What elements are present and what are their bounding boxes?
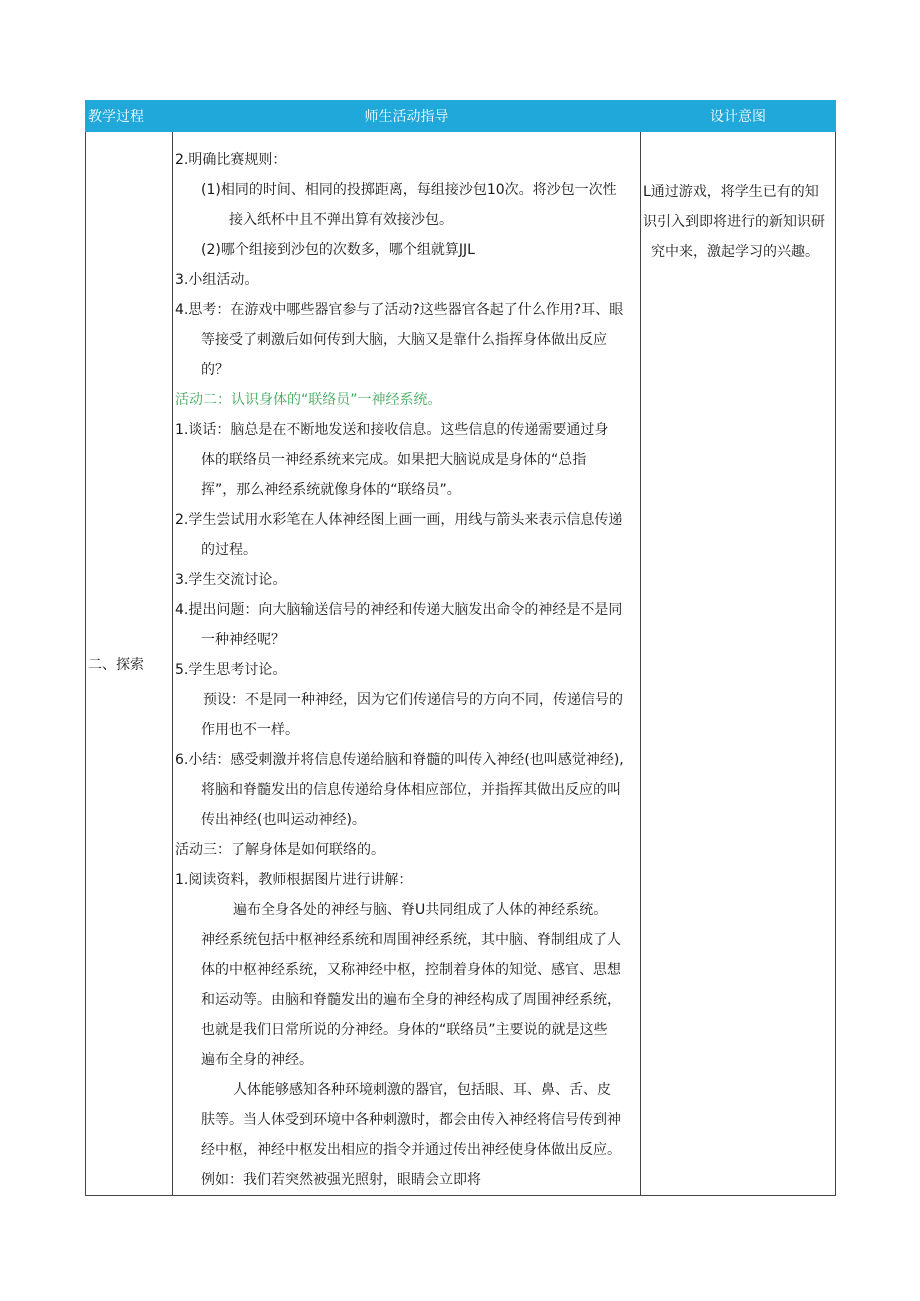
activity-line: 和运动等。由脑和脊髓发出的遍布全身的神经构成了周围神经系统， bbox=[201, 992, 621, 1008]
activity-line: 例如：我们若突然被强光照射，眼睛会立即将 bbox=[201, 1172, 481, 1188]
activity-line: 遍布全身各处的神经与脑、脊U共同组成了人体的神经系统。 bbox=[233, 902, 608, 918]
activity-line: 4.提出问题：向大脑输送信号的神经和传递大脑发出命令的神经是不是同 bbox=[175, 602, 623, 618]
activity-line: 一种神经呢？ bbox=[201, 632, 285, 648]
activity-line: 肤等。当人体受到环境中各种刺激时，都会由传入神经将信号传到神 bbox=[201, 1112, 621, 1128]
activity-line: 6.小结：感受刺激并将信息传递给脑和脊髓的叫传入神经(也叫感觉神经), bbox=[175, 752, 624, 768]
activity-line: 2.学生尝试用水彩笔在人体神经图上画一画，用线与箭头来表示信息传递 bbox=[175, 512, 623, 528]
stage-label: 二、探索 bbox=[88, 656, 144, 673]
design-content bbox=[641, 132, 835, 267]
activity-line: 作用也不一样。 bbox=[201, 722, 299, 738]
activity-line: 也就是我们日常所说的分神经。身体的“联络员”主要说的就是这些 bbox=[201, 1022, 608, 1038]
design-cell bbox=[641, 132, 836, 1196]
activity-line: 1.谈话：脑总是在不断地发送和接收信息。这些信息的传递需要通过身 bbox=[175, 422, 609, 438]
activity-line: 等接受了刺激后如何传到大脑，大脑又是靠什么指挥身体做出反应 bbox=[201, 332, 607, 348]
design-line: 究中来，激起学习的兴趣。 bbox=[651, 244, 819, 260]
activity-line: 人体能够感知各种环境刺激的器官，包括眼、耳、鼻、舌、皮 bbox=[233, 1082, 611, 1098]
header-stage: 教学过程 bbox=[86, 101, 173, 132]
design-line: 识引入到即将进行的新知识研 bbox=[643, 214, 825, 230]
table-row bbox=[86, 132, 836, 1196]
header-activity: 师生活动指导 bbox=[173, 101, 641, 132]
activity-heading: 活动二：认识身体的“联络员”一神经系统。 bbox=[175, 392, 442, 408]
activity-line: (2)哪个组接到沙包的次数多，哪个组就算JJL bbox=[201, 242, 475, 258]
activity-line: 接入纸杯中且不弹出算有效接沙包。 bbox=[229, 212, 453, 228]
activity-line: 体的中枢神经系统，又称神经中枢，控制着身体的知觉、感官、思想 bbox=[201, 962, 621, 978]
activity-line: 神经系统包括中枢神经系统和周围神经系统，其中脑、脊制组成了人 bbox=[201, 932, 621, 948]
header-design: 设计意图 bbox=[641, 101, 836, 132]
activity-line: 3.小组活动。 bbox=[175, 272, 259, 288]
design-line: L通过游戏，将学生已有的知 bbox=[643, 184, 819, 200]
activity-line: 2.明确比赛规则： bbox=[175, 152, 287, 168]
activity-content bbox=[173, 132, 640, 1195]
lesson-plan-table bbox=[85, 100, 836, 1196]
activity-line: 的过程。 bbox=[201, 542, 257, 558]
activity-line: 经中枢，神经中枢发出相应的指令并通过传出神经使身体做出反应。 bbox=[201, 1142, 621, 1158]
activity-line: 1.阅读资料，教师根据图片进行讲解： bbox=[175, 872, 413, 888]
activity-line: 4.思考：在游戏中哪些器官参与了活动?这些器官各起了什么作用?耳、眼 bbox=[175, 302, 624, 318]
activity-cell bbox=[173, 132, 641, 1196]
activity-line: 5.学生思考讨论。 bbox=[175, 662, 287, 678]
activity-line: 预设：不是同一种神经，因为它们传递信号的方向不同，传递信号的 bbox=[203, 692, 623, 708]
activity-line: (1)相同的时间、相同的投掷距离，每组接沙包10次。将沙包一次性 bbox=[201, 182, 617, 198]
activity-line: 的？ bbox=[201, 362, 229, 378]
activity-line: 遍布全身的神经。 bbox=[201, 1052, 313, 1068]
activity-line: 体的联络员一神经系统来完成。如果把大脑说成是身体的“总指 bbox=[201, 452, 587, 468]
table-header-row bbox=[86, 101, 836, 132]
activity-heading: 活动三：了解身体是如何联络的。 bbox=[175, 842, 385, 858]
activity-line: 将脑和脊髓发出的信息传递给身体相应部位，并指挥其做出反应的叫 bbox=[201, 782, 621, 798]
stage-cell bbox=[86, 132, 173, 1196]
activity-line: 传出神经(也叫运动神经)。 bbox=[201, 812, 366, 828]
activity-line: 3.学生交流讨论。 bbox=[175, 572, 287, 588]
activity-line: 挥”，那么神经系统就像身体的“联络员”。 bbox=[201, 482, 461, 498]
